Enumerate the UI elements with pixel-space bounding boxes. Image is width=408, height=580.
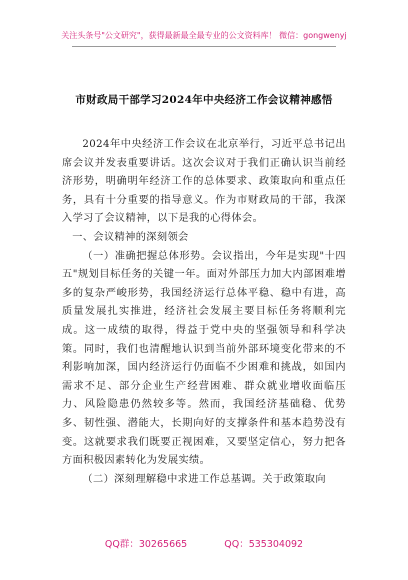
footer-contact xyxy=(0,536,408,550)
header-divider xyxy=(72,46,336,47)
body-paragraph: （一）准确把握总体形势。会议指出，今年是实现"十四五"规划目标任务的关键一年。面对外部压力加大内部困难增多的复杂严峻形势，我国经济运行总体平稳、稳中有进，高质量发展扎实推进，经济社会发展主要目标任务将顺利完成。这一成绩的取得，得益于党中央的坚强领导和科学决策。同时，我们也清醒地认识到当前外部环境变化带来的不利影响加深，国内经济运行仍面临不少困难和挑战，如国内需求不足、部分企业生产经营困难、群众就业增收面临压力、风险隐患仍然较多等。然而，我国经济基础稳、优势多、韧性强、潜能大，长期向好的支撑条件和基本趋势没有变。这就要求我们既要正视困难，又要坚定信心，努力把各方面积极因素转化为发展实绩。 xyxy=(62,250,346,467)
intro-paragraph: 2024年中央经济工作会议在北京举行，习近平总书记出席会议并发表重要讲话。这次会议对于我们正确认识当前经济形势，明确明年经济工作的总体要求、政策取向和重点任务，具有十分重要的指导意义。作为市财政局的干部，我深入学习了会议精神，以下是我的心得体会。 xyxy=(62,139,346,225)
document-title: 市财政局干部学习2024年中央经济工作会议精神感悟 xyxy=(75,94,333,106)
section-heading: 一、会议精神的深刻领会 xyxy=(72,231,189,243)
footer-qq: QQ：535304092 xyxy=(224,539,304,550)
header-banner: 关注头条号"公文研究"，获得最新最全最专业的公文资料库！ 微信：gongwenyj xyxy=(61,31,347,40)
document-body xyxy=(62,136,346,489)
footer-qq-group: QQ群：30265665 xyxy=(104,539,188,550)
body-paragraph: （二）深刻理解稳中求进工作总基调。关于政策取向 xyxy=(82,473,326,485)
